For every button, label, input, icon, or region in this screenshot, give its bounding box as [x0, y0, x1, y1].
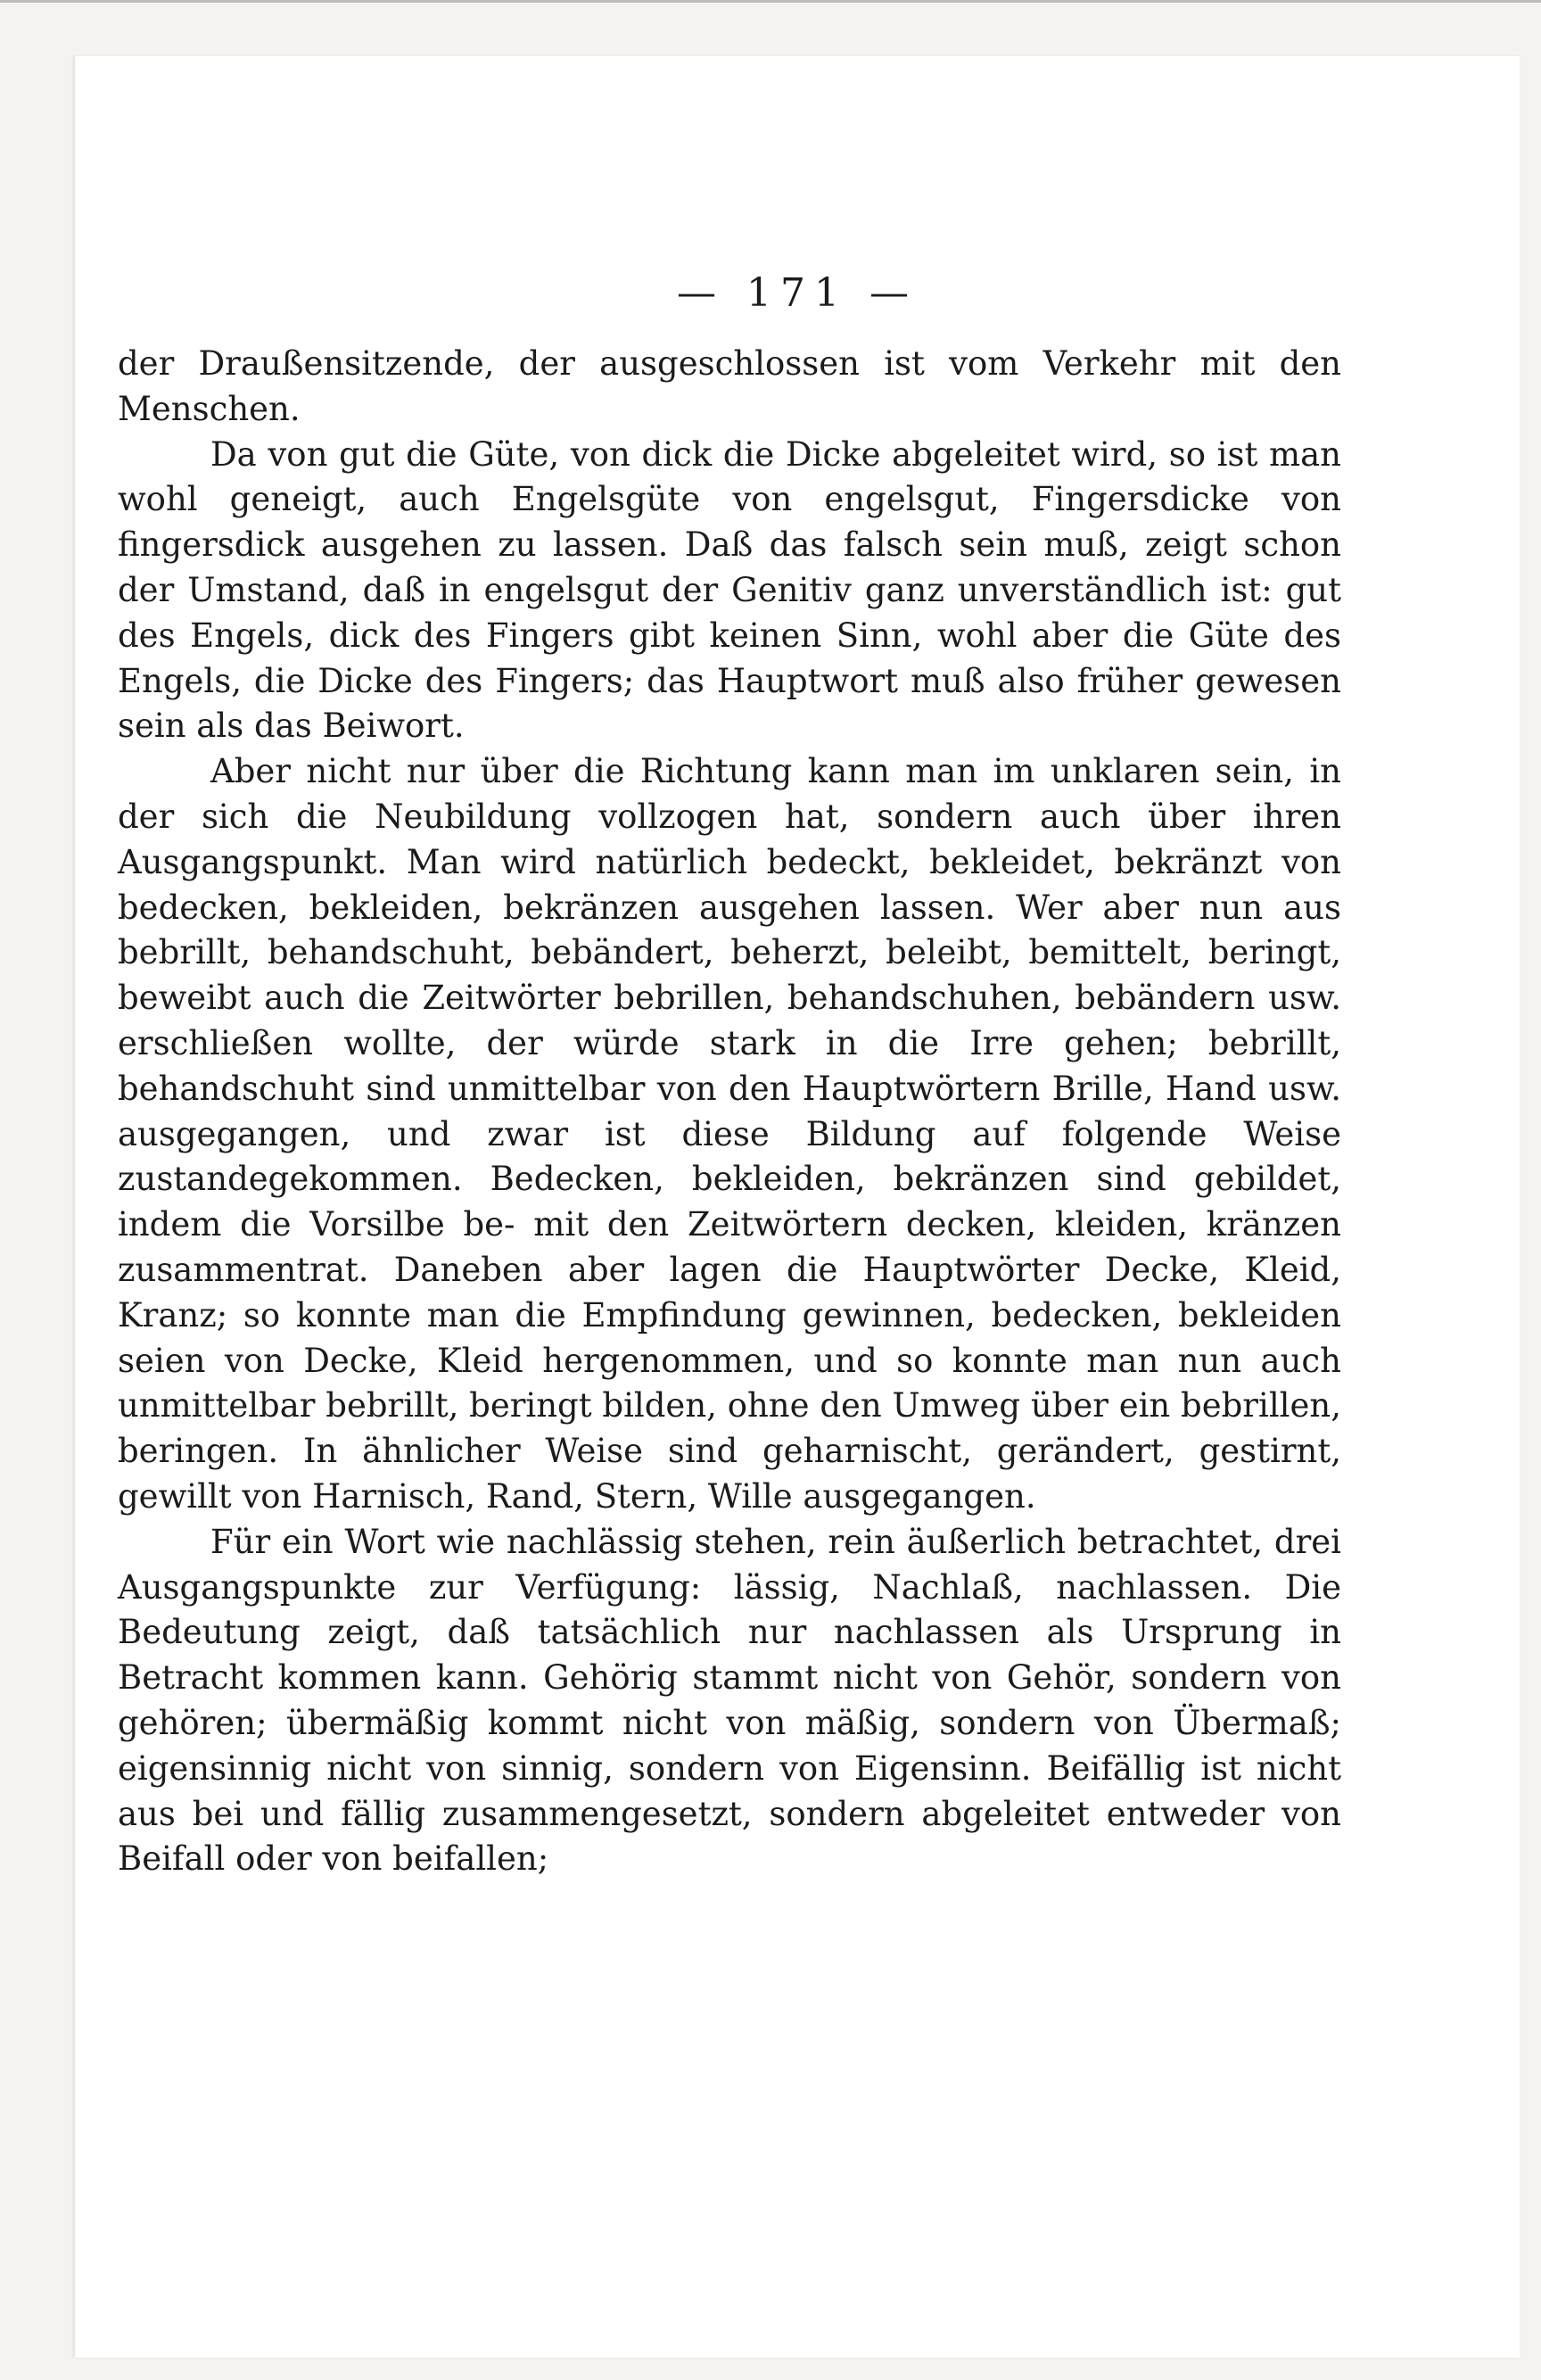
paragraph-continuation: der Draußensitzende, der ausgeschlossen ist vom Verkehr mit den Menschen.: [118, 344, 1341, 428]
page-number: — 171 —: [677, 270, 918, 316]
paragraph-nachlaessig: Für ein Wort wie nachlässig stehen, rein äußerlich betrachtet, drei Ausgangspunkte zur Verfügung: lässig, Nachlaß, nachlassen. Die Bedeutung zeigt, daß tatsächlich nur nachlassen als Ursprung in Betracht kommen kann. Gehörig stammt nicht von Gehör, sondern von gehören; übermäßig kommt nicht von mäßig, sondern von Übermaß; eigensinnig nicht von sinnig, sondern von Eigensinn. Beifällig ist nicht aus bei und fällig zusammengesetzt, sondern abgeleitet entweder von Beifall oder von beifallen;: [118, 1522, 1341, 1879]
paragraph-ausgangspunkt: Aber nicht nur über die Richtung kann man im unklaren sein, in der sich die Neubildung vollzogen hat, sondern auch über ihren Ausgangspunkt. Man wird natürlich bedeckt, bekleidet, bekränzt von bedecken, bekleiden, bekränzen ausgehen lassen. Wer aber nun aus bebrillt, behandschuht, bebändert, beherzt, beleibt, bemittelt, beringt, beweibt auch die Zeitwörter bebrillen, behandschuhen, bebändern usw. erschließen wollte, der würde stark in die Irre gehen; bebrillt, behandschuht sind unmittelbar von den Hauptwörtern Brille, Hand usw. ausgegangen, und zwar ist diese Bildung auf folgende Weise zustandegekommen. Bedecken, bekleiden, bekränzen sind gebildet, indem die Vorsilbe be- mit den Zeitwörtern decken, kleiden, kränzen zusammentrat. Daneben aber lagen die Hauptwörter Decke, Kleid, Kranz; so konnte man die Empfindung gewinnen, bedecken, bekleiden seien von Decke, Kleid hergenommen, und so konnte man nun auch unmittelbar bebrillt, beringt bilden, ohne den Umweg über ein bebrillen, beringen. In ähnlicher Weise sind geharnischt, gerändert, gestirnt, gewillt von Harnisch, Rand, Stern, Wille ausgegangen.: [118, 752, 1341, 1516]
paragraph-engelsgut: Da von gut die Güte, von dick die Dicke abgeleitet wird, so ist man wohl geneigt, auch Engelsgüte von engelsgut, Fingersdicke von fingersdick ausgehen zu lassen. Daß das falsch sein muß, zeigt schon der Umstand, daß in engelsgut der Genitiv ganz unverständlich ist: gut des Engels, dick des Fingers gibt keinen Sinn, wohl aber die Güte des Engels, die Dicke des Fingers; das Hauptwort muß also früher gewesen sein als das Beiwort.: [118, 434, 1341, 746]
body-text: [118, 342, 1341, 1882]
book-page: [75, 56, 1520, 2358]
